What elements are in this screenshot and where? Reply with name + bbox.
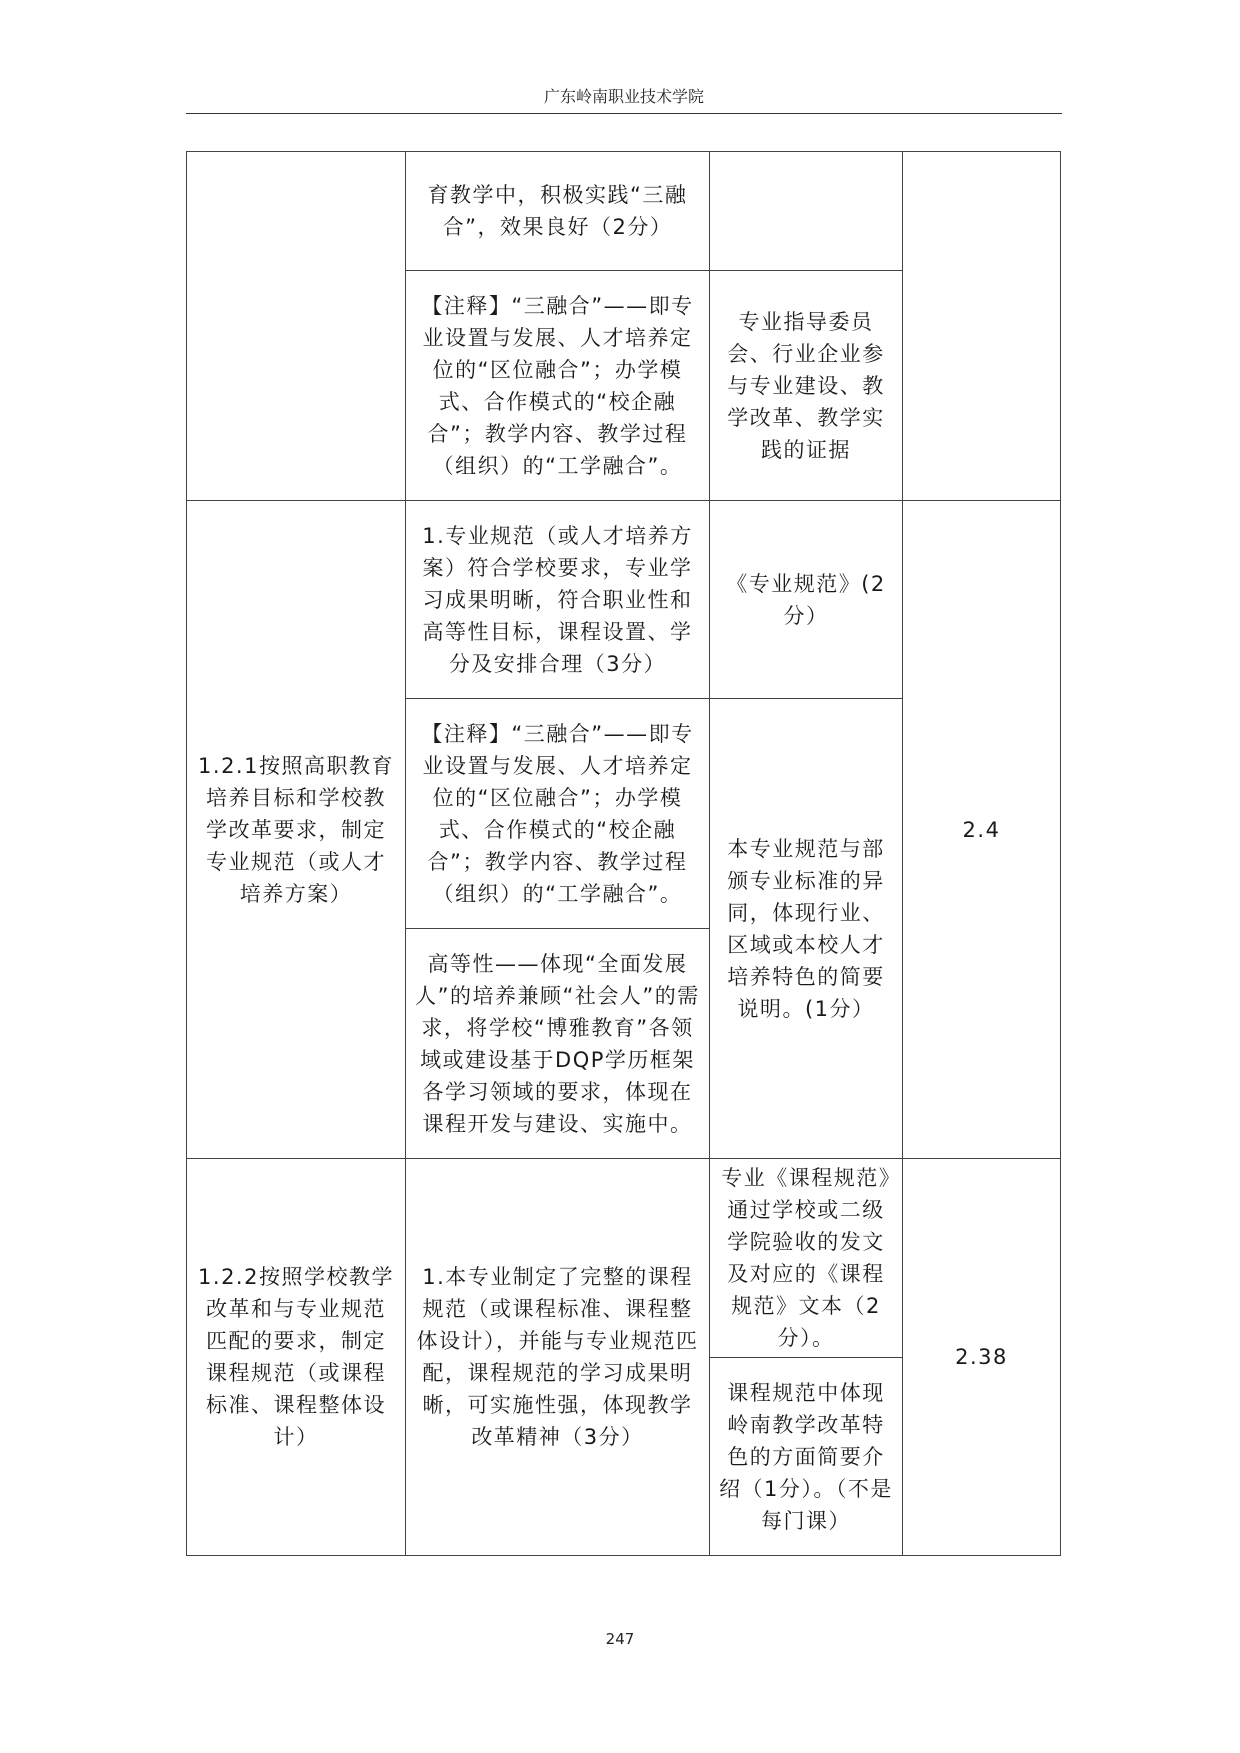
evaluation-table: [186, 151, 1061, 1556]
score-cell: 2.4: [903, 501, 1061, 1159]
page-number: 247: [605, 1630, 635, 1648]
score-cell: 2.38: [903, 1159, 1061, 1556]
evidence-cell: 专业《课程规范》通过学校或二级学院验收的发文及对应的《课程规范》文本（2分）。: [710, 1159, 903, 1358]
evidence-cell-empty: [710, 152, 903, 271]
item-cell: 1.2.1按照高职教育培养目标和学校教学改革要求，制定专业规范（或人才培养方案）: [187, 501, 406, 1159]
evidence-cell: 专业指导委员会、行业企业参与专业建设、教学改革、教学实践的证据: [710, 271, 903, 501]
criteria-cell: 1.本专业制定了完整的课程规范（或课程标准、课程整体设计），并能与专业规范匹配，课程规范的学习成果明晰，可实施性强，体现教学改革精神（3分）: [406, 1159, 710, 1556]
table-row: [187, 501, 1061, 699]
page-header: 广东岭南职业技术学院: [543, 87, 704, 106]
criteria-cell: 育教学中，积极实践“三融合”，效果良好（2分）: [406, 152, 710, 271]
note-cell: 【注释】“三融合”——即专业设置与发展、人才培养定位的“区位融合”；办学模式、合作模式的“校企融合”；教学内容、教学过程（组织）的“工学融合”。: [406, 699, 710, 929]
score-cell-empty: [903, 152, 1061, 501]
criteria-cell: 1.专业规范（或人才培养方案）符合学校要求，专业学习成果明晰，符合职业性和高等性目标，课程设置、学分及安排合理（3分）: [406, 501, 710, 699]
item-cell-empty: [187, 152, 406, 501]
evidence-cell: 课程规范中体现岭南教学改革特色的方面简要介绍（1分）。（不是每门课）: [710, 1358, 903, 1556]
item-cell: 1.2.2按照学校教学改革和与专业规范匹配的要求，制定课程规范（或课程标准、课程整体设计）: [187, 1159, 406, 1556]
note-cell: 【注释】“三融合”——即专业设置与发展、人才培养定位的“区位融合”；办学模式、合作模式的“校企融合”；教学内容、教学过程（组织）的“工学融合”。: [406, 271, 710, 501]
evidence-cell: 《专业规范》(2分）: [710, 501, 903, 699]
note-cell: 高等性——体现“全面发展人”的培养兼顾“社会人”的需求，将学校“博雅教育”各领域或建设基于DQP学历框架各学习领域的要求，体现在课程开发与建设、实施中。: [406, 929, 710, 1159]
evidence-cell: 本专业规范与部颁专业标准的异同，体现行业、区域或本校人才培养特色的简要说明。(1分）: [710, 699, 903, 1159]
header-divider: [186, 113, 1062, 114]
table-row: [187, 152, 1061, 271]
table-row: [187, 1159, 1061, 1358]
